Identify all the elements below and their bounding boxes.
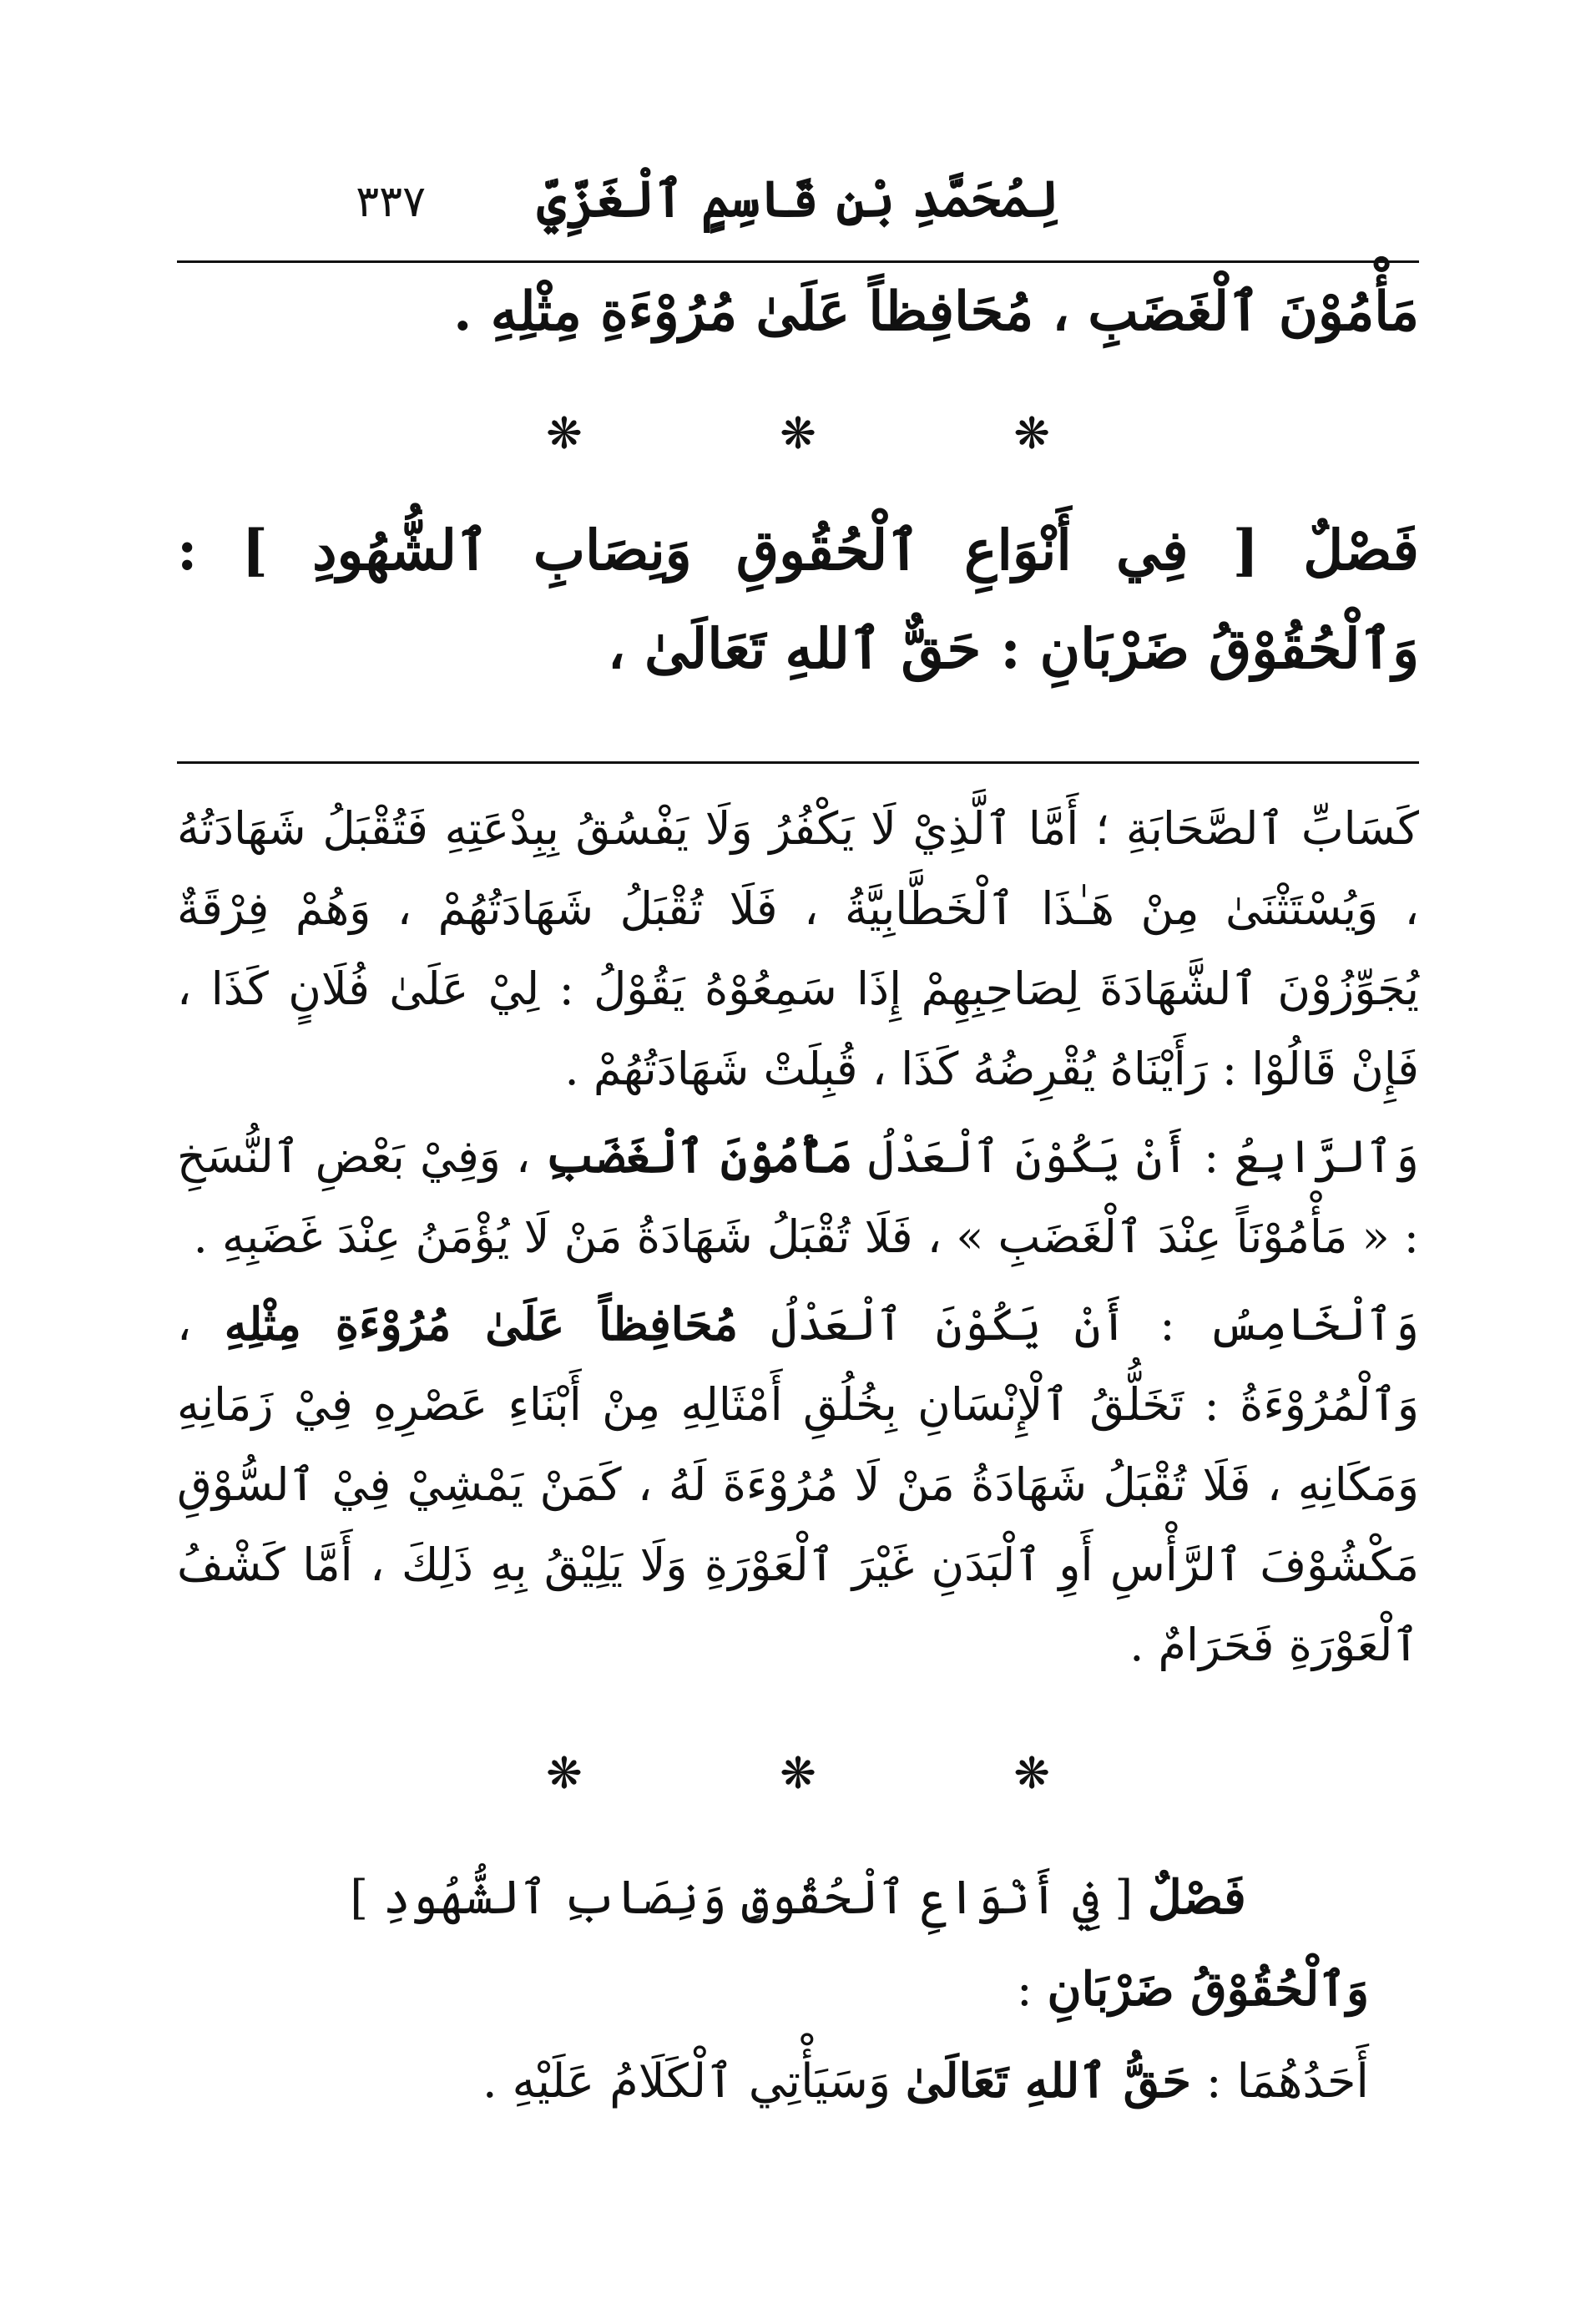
- commentary-text: ، وَٱلْمُرُوْءَةُ : تَخَلُّقُ ٱلْإِنْسَانِ بِخُلُقِ أَمْثَالِهِ مِنْ أَبْنَاءِ عَصْرِهِ فِيْ زَمَانِهِ وَمَكَانِهِ ، فَلَا تُقْبَلُ شَهَادَةُ مَنْ لَا مُرُوْءَةَ لَهُ ، كَمَنْ يَمْشِيْ فِيْ ٱلسُّوْقِ مَكْشُوْفَ ٱلرَّأْسِ أَوِ ٱلْبَدَنِ غَيْرَ ٱلْعَوْرَةِ وَلَا يَلِيْقُ بِهِ ذَلِكَ ، أَمَّا كَشْفُ ٱلْعَوْرَةِ فَحَرَامٌ .: [177, 1298, 1419, 1671]
- commentary-paragraph: [177, 1116, 1419, 1277]
- section-separator: [177, 409, 1419, 459]
- section-separator: [177, 1749, 1419, 1799]
- commentary-paragraph: [177, 1284, 1419, 1685]
- commentary-paragraph: كَسَابِّ ٱلصَّحَابَةِ ؛ أَمَّا ٱلَّذِيْ لَا يَكْفُرُ وَلَا يَفْسُقُ بِبِدْعَتِهِ فَتُقْبَلُ شَهَادَتُهُ ، وَيُسْتَثْنَىٰ مِنْ هَـٰذَا ٱلْخَطَّابِيَّةُ ، فَلَا تُقْبَلُ شَهَادَتُهُمْ ، وَهُمْ فِرْقَةٌ يُجَوِّزُوْنَ ٱلشَّهَادَةَ لِصَاحِبِهِمْ إِذَا سَمِعُوْهُ يَقُوْلُ : لِيْ عَلَىٰ فُلَانٍ كَذَا ، فَإِنْ قَالُوْا : رَأَيْنَاهُ يُقْرِضُهُ كَذَا ، قُبِلَتْ شَهَادَتُهُمْ .: [177, 802, 1419, 1095]
- matn-continuation: مَأْمُوْنَ ٱلْغَضَبِ ، مُحَافِظاً عَلَىٰ مُرُوْءَةِ مِثْلِهِ .: [453, 280, 1419, 343]
- commentary-text: :: [1016, 1963, 1033, 2017]
- quoted-matn: مَأْمُوْنَ ٱلْغَضَبِ: [545, 1129, 853, 1183]
- commentary-text: وَٱلرَّابِعُ : أَنْ يَكُوْنَ ٱلْعَدْلُ: [867, 1130, 1420, 1183]
- fasl-title: [ فِي أَنْوَاعِ ٱلْحُقُوقِ وَنِصَابِ ٱلشُّهُودِ ]: [350, 1871, 1134, 1925]
- quoted-matn: حَقُّ ٱللهِ تَعَالَىٰ: [905, 2054, 1191, 2109]
- star-ornament-icon: ❋: [546, 409, 583, 459]
- fasl-label: فَصْلٌ: [1303, 518, 1419, 583]
- fasl-title: [ فِي أَنْوَاعِ ٱلْحُقُوقِ وَنِصَابِ ٱلشُّهُودِ ]: [241, 518, 1259, 583]
- star-ornament-icon: ❋: [1013, 409, 1050, 459]
- star-ornament-icon: ❋: [780, 409, 816, 459]
- matn-fasl: [177, 501, 1419, 698]
- matn-commentary-divider: [177, 761, 1419, 764]
- page-number: ٣٣٧: [356, 177, 426, 227]
- commentary-text: ، وَفِيْ بَعْضِ ٱلنُّسَخِ : « مَأْمُوْنَاً عِنْدَ ٱلْغَضَبِ » ، فَلَا تُقْبَلُ شَهَادَةُ مَنْ لَا يُؤْمَنُ عِنْدَ غَضَبِهِ .: [177, 1130, 1419, 1263]
- commentary-text: وَسَيَأْتِي ٱلْكَلَامُ عَلَيْهِ .: [482, 2054, 891, 2109]
- commentary: [177, 789, 1419, 1692]
- quoted-matn: مُحَافِظاً عَلَىٰ مُرُوْءَةِ مِثْلِهِ: [224, 1297, 739, 1351]
- star-ornament-icon: ❋: [546, 1749, 583, 1799]
- section-heading: [177, 1853, 1419, 1943]
- page-header: [177, 159, 1419, 250]
- commentary-text: وَٱلْخَامِسُ : أَنْ يَكُوْنَ ٱلْعَدْلُ: [770, 1298, 1419, 1351]
- running-title: لِمُحَمَّدِ بْنِ قَاسِمٍ ٱلْغَزِّيِّ: [537, 170, 1059, 229]
- header-divider: [177, 260, 1419, 263]
- commentary-line: [177, 2037, 1419, 2126]
- quoted-matn: وَٱلْحُقُوْقُ ضَرْبَانِ: [1047, 1962, 1369, 2017]
- fasl-label: فَصْلٌ: [1148, 1870, 1246, 1925]
- star-ornament-icon: ❋: [1013, 1749, 1050, 1799]
- star-ornament-icon: ❋: [780, 1749, 816, 1799]
- commentary-text: أَحَدُهُمَا :: [1205, 2054, 1369, 2109]
- fasl-text: : وَٱلْحُقُوْقُ ضَرْبَانِ : حَقٌّ ٱللهِ تَعَالَىٰ ،: [177, 518, 1419, 681]
- commentary-line: [177, 1945, 1419, 2034]
